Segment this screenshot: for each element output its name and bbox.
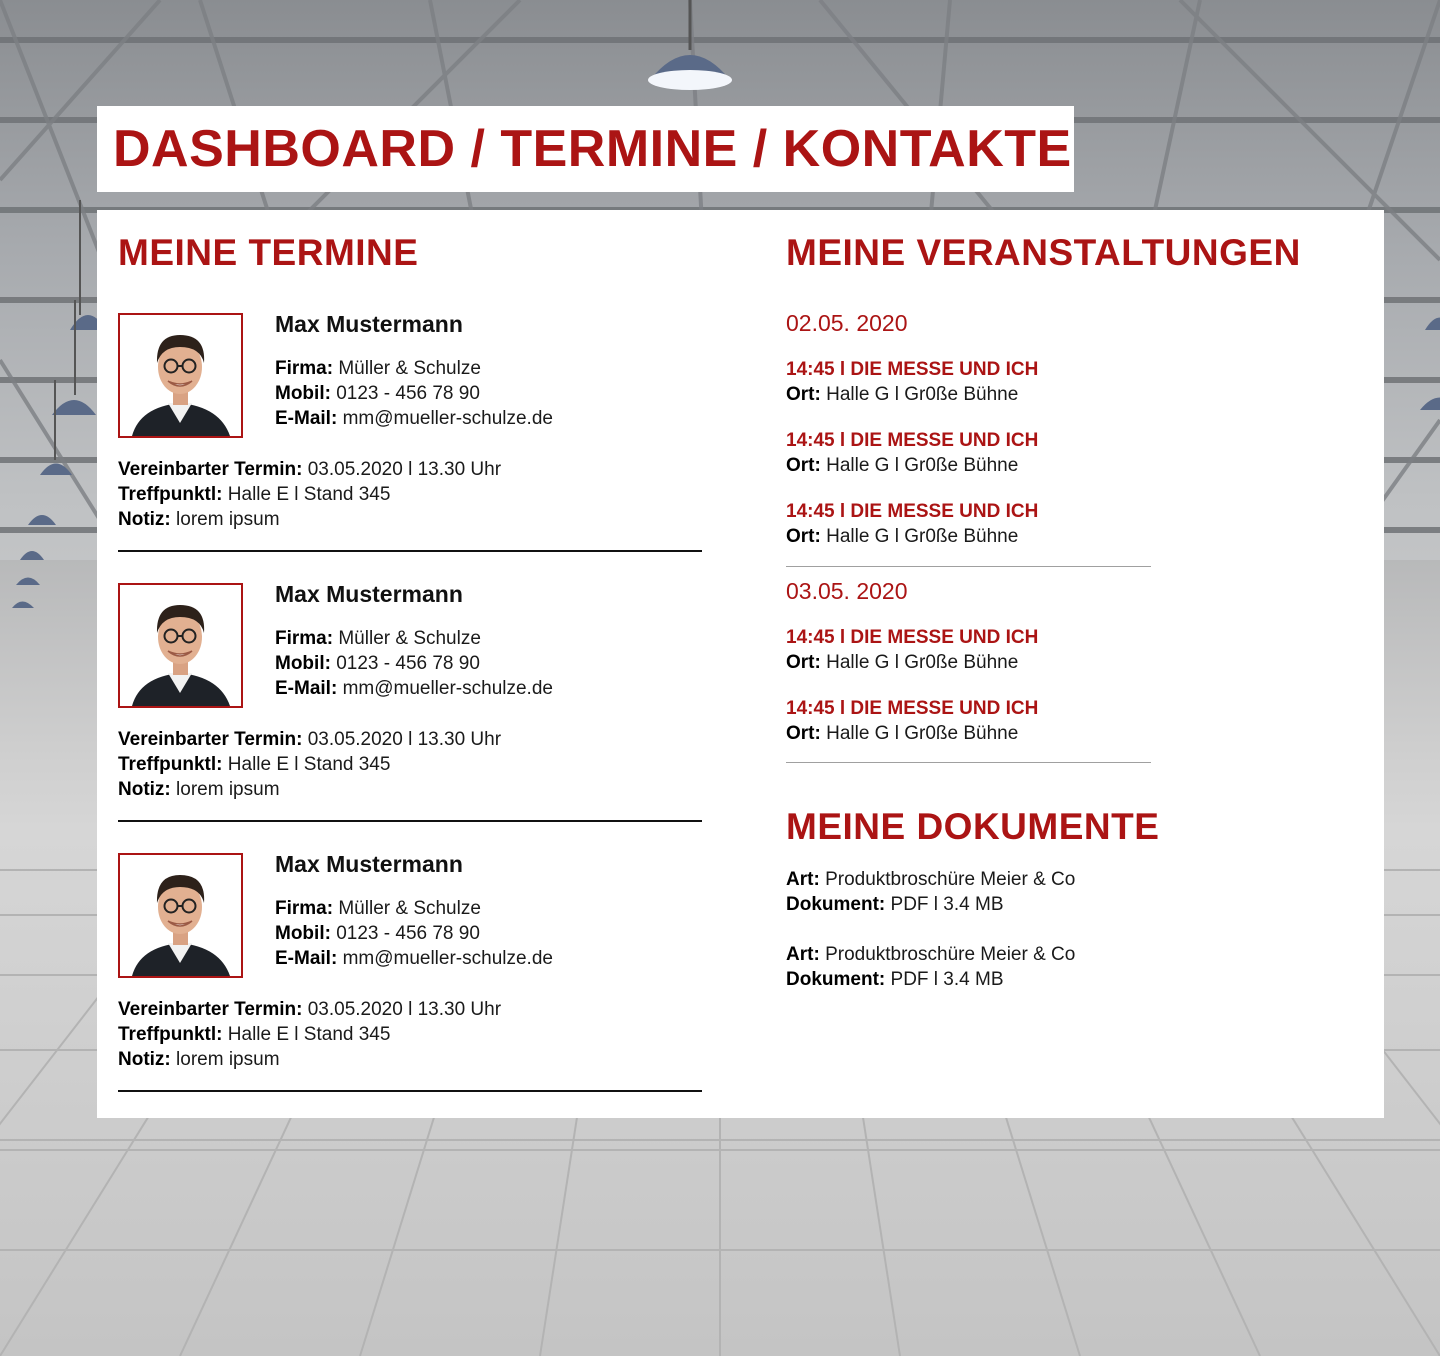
art-value: Produktbroschüre Meier & Co <box>825 869 1076 890</box>
mobil-label: Mobil: <box>275 383 331 404</box>
meeting-treffpunkt <box>118 752 702 777</box>
ort-value: Halle G l Gr0ße Bühne <box>826 384 1019 405</box>
contact-photo <box>118 583 243 708</box>
email-link[interactable]: mm@mueller-schulze.de <box>342 948 553 969</box>
dokument-label: Dokument: <box>786 894 886 915</box>
event-title: 14:45 l DIE MESSE UND ICH <box>786 627 1039 648</box>
event-location <box>786 453 1038 478</box>
person-portrait-icon <box>120 315 241 436</box>
meeting-notiz <box>118 777 702 802</box>
dashboard-panel <box>97 210 1384 1118</box>
event-title: 14:45 l DIE MESSE UND ICH <box>786 430 1039 451</box>
ort-label: Ort: <box>786 652 821 673</box>
ort-label: Ort: <box>786 526 821 547</box>
termin-value: 03.05.2020 l 13.30 Uhr <box>307 459 502 480</box>
firma-value: Müller & Schulze <box>338 628 481 649</box>
meeting-details <box>118 997 702 1072</box>
ort-value: Halle G l Gr0ße Bühne <box>826 526 1019 547</box>
notiz-value: lorem ipsum <box>176 509 280 530</box>
dokument-value[interactable]: PDF l 3.4 MB <box>890 894 1004 915</box>
meeting-notiz <box>118 507 702 532</box>
event-item[interactable] <box>786 625 1038 675</box>
art-value: Produktbroschüre Meier & Co <box>825 944 1076 965</box>
document-file <box>786 892 1075 917</box>
event-location <box>786 382 1038 407</box>
document-item[interactable] <box>786 867 1075 917</box>
ort-value: Halle G l Gr0ße Bühne <box>826 455 1019 476</box>
notiz-label: Notiz: <box>118 1049 171 1070</box>
document-file <box>786 967 1075 992</box>
contact-photo <box>118 853 243 978</box>
dokument-label: Dokument: <box>786 969 886 990</box>
contact-card[interactable] <box>118 583 702 823</box>
notiz-value: lorem ipsum <box>176 1049 280 1070</box>
event-title: 14:45 l DIE MESSE UND ICH <box>786 359 1039 380</box>
email-label: E-Mail: <box>275 948 338 969</box>
treffpunkt-label: Treffpunktl: <box>118 484 223 505</box>
event-title: 14:45 l DIE MESSE UND ICH <box>786 501 1039 522</box>
contact-card[interactable] <box>118 313 702 553</box>
termine-section-title: MEINE TERMINE <box>118 232 419 273</box>
event-location <box>786 650 1038 675</box>
document-item[interactable] <box>786 942 1075 992</box>
event-item[interactable] <box>786 428 1038 478</box>
ort-value: Halle G l Gr0ße Bühne <box>826 652 1019 673</box>
page-title: DASHBOARD / TERMINE / KONTAKTE <box>113 120 1072 178</box>
email-link[interactable]: mm@mueller-schulze.de <box>342 408 553 429</box>
ort-label: Ort: <box>786 455 821 476</box>
event-item[interactable] <box>786 357 1038 407</box>
email-label: E-Mail: <box>275 408 338 429</box>
termin-label: Vereinbarter Termin: <box>118 999 303 1020</box>
person-portrait-icon <box>120 855 241 976</box>
contact-card[interactable] <box>118 853 702 1093</box>
card-divider <box>118 820 702 822</box>
ort-label: Ort: <box>786 723 821 744</box>
firma-value: Müller & Schulze <box>338 358 481 379</box>
contact-email <box>275 946 695 971</box>
email-label: E-Mail: <box>275 678 338 699</box>
termin-label: Vereinbarter Termin: <box>118 459 303 480</box>
event-item[interactable] <box>786 499 1038 549</box>
mobil-label: Mobil: <box>275 923 331 944</box>
dokumente-section-title: MEINE DOKUMENTE <box>786 806 1160 847</box>
contact-info <box>275 853 695 971</box>
mobil-value[interactable]: 0123 - 456 78 90 <box>336 653 480 674</box>
mobil-value[interactable]: 0123 - 456 78 90 <box>336 923 480 944</box>
veranstaltungen-section-title: MEINE VERANSTALTUNGEN <box>786 232 1301 273</box>
treffpunkt-value: Halle E l Stand 345 <box>227 754 391 775</box>
event-location <box>786 721 1038 746</box>
meeting-termin <box>118 457 702 482</box>
contact-mobil <box>275 381 695 406</box>
notiz-value: lorem ipsum <box>176 779 280 800</box>
event-date: 02.05. 2020 <box>786 310 908 336</box>
ort-label: Ort: <box>786 384 821 405</box>
meeting-details <box>118 457 702 532</box>
contact-email <box>275 676 695 701</box>
firma-label: Firma: <box>275 628 334 649</box>
firma-label: Firma: <box>275 358 334 379</box>
notiz-label: Notiz: <box>118 779 171 800</box>
card-divider <box>118 1090 702 1092</box>
person-portrait-icon <box>120 585 241 706</box>
contact-info <box>275 583 695 701</box>
mobil-value[interactable]: 0123 - 456 78 90 <box>336 383 480 404</box>
notiz-label: Notiz: <box>118 509 171 530</box>
meeting-treffpunkt <box>118 1022 702 1047</box>
treffpunkt-value: Halle E l Stand 345 <box>227 1024 391 1045</box>
ort-value: Halle G l Gr0ße Bühne <box>826 723 1019 744</box>
contact-name: Max Mustermann <box>275 851 463 877</box>
treffpunkt-value: Halle E l Stand 345 <box>227 484 391 505</box>
day-divider <box>786 762 1151 763</box>
termin-value: 03.05.2020 l 13.30 Uhr <box>307 729 502 750</box>
day-divider <box>786 566 1151 567</box>
termin-value: 03.05.2020 l 13.30 Uhr <box>307 999 502 1020</box>
firma-label: Firma: <box>275 898 334 919</box>
treffpunkt-label: Treffpunktl: <box>118 1024 223 1045</box>
contact-firma <box>275 626 695 651</box>
mobil-label: Mobil: <box>275 653 331 674</box>
document-art <box>786 867 1075 892</box>
dokument-value[interactable]: PDF l 3.4 MB <box>890 969 1004 990</box>
contact-firma <box>275 356 695 381</box>
event-item[interactable] <box>786 696 1038 746</box>
art-label: Art: <box>786 869 820 890</box>
meeting-details <box>118 727 702 802</box>
contact-name: Max Mustermann <box>275 311 463 337</box>
event-title: 14:45 l DIE MESSE UND ICH <box>786 698 1039 719</box>
contact-photo <box>118 313 243 438</box>
contact-mobil <box>275 651 695 676</box>
art-label: Art: <box>786 944 820 965</box>
firma-value: Müller & Schulze <box>338 898 481 919</box>
meeting-termin <box>118 997 702 1022</box>
page-header <box>97 106 1074 192</box>
meeting-treffpunkt <box>118 482 702 507</box>
document-art <box>786 942 1075 967</box>
contact-email <box>275 406 695 431</box>
event-date: 03.05. 2020 <box>786 578 908 604</box>
contact-info <box>275 313 695 431</box>
meeting-termin <box>118 727 702 752</box>
email-link[interactable]: mm@mueller-schulze.de <box>342 678 553 699</box>
card-divider <box>118 550 702 552</box>
contact-name: Max Mustermann <box>275 581 463 607</box>
event-location <box>786 524 1038 549</box>
contact-firma <box>275 896 695 921</box>
termin-label: Vereinbarter Termin: <box>118 729 303 750</box>
meeting-notiz <box>118 1047 702 1072</box>
treffpunkt-label: Treffpunktl: <box>118 754 223 775</box>
contact-mobil <box>275 921 695 946</box>
